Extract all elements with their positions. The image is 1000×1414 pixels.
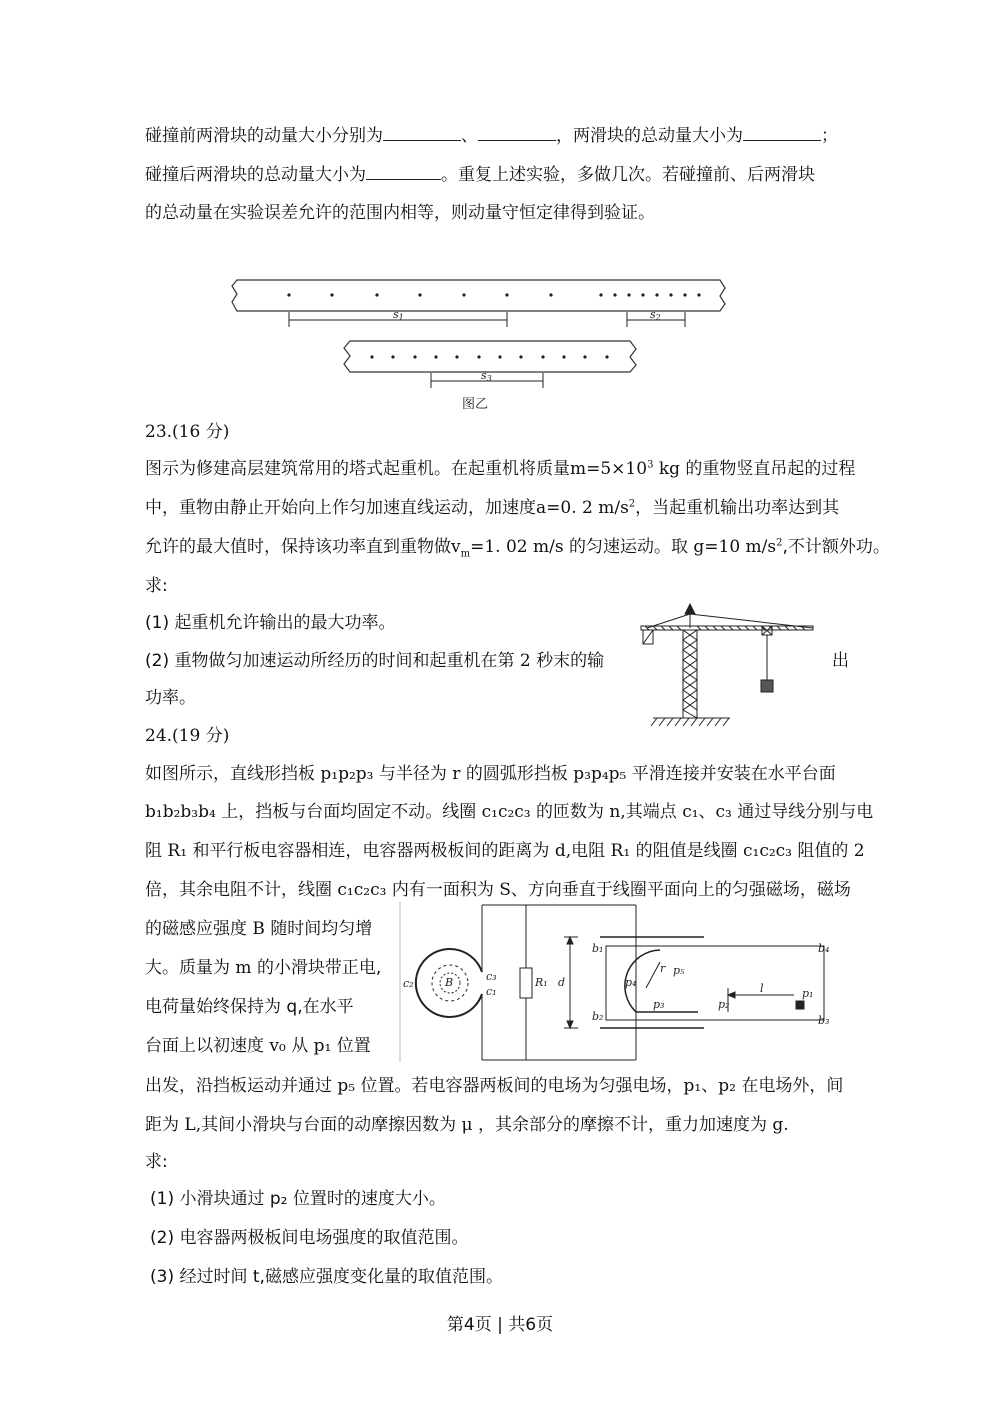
label-b4: b₄ <box>818 942 830 955</box>
math: kg <box>653 459 681 479</box>
math: m=5×10 <box>570 459 648 479</box>
label-p5: p₅ <box>673 964 685 977</box>
slider-block <box>796 1001 804 1009</box>
label-c3: c₃ <box>486 970 497 983</box>
intro-line-1 <box>145 124 838 147</box>
text: 大。质量为 <box>145 958 230 978</box>
text: 的小滑块带正电, <box>256 958 382 978</box>
math: 2 <box>776 537 783 549</box>
math: r <box>446 764 466 784</box>
math: 2 <box>628 498 636 510</box>
text: 台面上以初速度 <box>145 1036 264 1056</box>
label-l: l <box>760 982 764 995</box>
q23-line-3 <box>145 536 890 558</box>
q23-ask: 求: <box>145 576 168 596</box>
q24-line-3 <box>145 840 865 862</box>
math: n, <box>604 802 626 822</box>
text: 距为 <box>145 1115 179 1135</box>
text: (2) 重物做匀加速运动所经历的时间和起重机在第 <box>145 651 515 671</box>
label-d: d <box>558 976 566 989</box>
tape-figure <box>225 272 735 414</box>
text: ，当起重机输出功率达到其 <box>635 498 840 518</box>
text: 倍，其余电阻不计，线圈 <box>145 880 332 900</box>
math: g. <box>766 1115 789 1135</box>
q24-line-2 <box>145 801 873 823</box>
text: 碰撞后两滑块的总动量大小为 <box>145 165 366 185</box>
text: 阻 <box>145 841 162 861</box>
label-p1: p₁ <box>802 987 814 1000</box>
q24-line-8 <box>145 1035 371 1057</box>
text: 如图所示，直线形挡板 <box>145 764 315 784</box>
text: 通过导线分别与电 <box>737 802 874 822</box>
label-b3: b₃ <box>818 1014 830 1027</box>
math: v <box>451 537 461 557</box>
text: 中，重物由静止开始向上作匀加速直线运动，加速度 <box>145 498 536 518</box>
text: 其余部分的摩擦不计，重力加速度为 <box>494 1115 767 1135</box>
label-b2: b₂ <box>592 1010 604 1023</box>
q24-line-6 <box>145 957 381 979</box>
math: a=0. 2 m/s <box>536 498 629 518</box>
text: 随时间均匀增 <box>270 919 373 939</box>
text: 在电场外，间 <box>741 1076 844 1096</box>
label-c1: c₁ <box>486 985 497 998</box>
text: ，两滑块的总动量大小为 <box>556 126 743 146</box>
q23-line-2 <box>145 497 839 519</box>
text: 和平行板电容器相连，电容器两极板间的距离为 <box>192 841 550 861</box>
label-s3: s3 <box>481 369 492 383</box>
text: 平滑连接并安装在水平台面 <box>631 764 836 784</box>
math: p₁p₂p₃ <box>315 764 379 784</box>
tape-lower-outline <box>344 341 636 372</box>
q24-sub-3: (3) 经过时间 t,磁感应强度变化量的取值范围。 <box>150 1267 503 1287</box>
q24-ask: 求: <box>145 1152 168 1172</box>
math: c₁c₂c₃ <box>737 841 798 861</box>
label-s1: s1 <box>393 308 404 322</box>
q24-line-4 <box>145 879 851 901</box>
text: ,不计额外功。 <box>782 537 890 557</box>
text: 位置。若电容器两板间的电场为匀强电场， <box>360 1076 684 1096</box>
math: B <box>247 919 271 939</box>
text: 的匀速运动。取 <box>563 537 688 557</box>
crane-figure <box>635 600 820 730</box>
label-b1: b₁ <box>592 942 604 955</box>
math: =1. 02 m/s <box>470 537 564 557</box>
math: p₁ <box>308 1036 337 1056</box>
answer-blank <box>366 163 441 180</box>
text: 位置 <box>336 1036 371 1056</box>
q24-sub-2: (2) 电容器两极板间电场强度的取值范围。 <box>150 1228 469 1248</box>
label-c2: c₂ <box>403 977 414 990</box>
label-R1: R₁ <box>535 976 548 989</box>
label-s2: s2 <box>650 308 661 322</box>
text: 的磁感应强度 <box>145 919 247 939</box>
math: c₁、c₃ <box>676 802 738 822</box>
intro-line-3: 的总动量在实验误差允许的范围内相等，则动量守恒定律得到验证。 <box>145 203 655 223</box>
text: 其间小滑块与台面的动摩擦因数为 <box>201 1115 457 1135</box>
text: ； <box>821 126 838 146</box>
q23-sub-2 <box>145 650 604 672</box>
q24-line-9 <box>145 1075 843 1097</box>
q23-line-1 <box>145 458 855 480</box>
q24-line-10 <box>145 1114 789 1136</box>
text: 出发，沿挡板运动并通过 <box>145 1076 332 1096</box>
math: 2 <box>514 651 537 671</box>
math: S <box>493 880 511 900</box>
math: b₁b₂b₃b₄ <box>145 802 216 822</box>
answer-blank <box>478 124 556 141</box>
math: μ ， <box>456 1115 495 1135</box>
text: 的圆弧形挡板 <box>465 764 568 784</box>
math: v₀ <box>264 1036 292 1056</box>
resistor-R1 <box>520 968 532 998</box>
math: d, <box>549 841 572 861</box>
q24-line-5 <box>145 918 372 940</box>
text: 。重复上述实验，多做几次。若碰撞前、后两滑块 <box>441 165 815 185</box>
q24-line-1 <box>145 763 836 785</box>
text: 阻值的 <box>797 841 849 861</box>
math: 2 <box>848 841 865 861</box>
label-p3: p₃ <box>653 998 665 1011</box>
crane-top <box>685 604 695 614</box>
math: R₁ <box>605 841 636 861</box>
math: p₁、p₂ <box>683 1076 742 1096</box>
text: 碰撞前两滑块的动量大小分别为 <box>145 126 383 146</box>
q23-header: 23.(16 分) <box>145 422 230 442</box>
tape-upper-outline <box>232 280 725 311</box>
math: c₁c₂c₃ <box>332 880 392 900</box>
text: 的重物竖直吊起的过程 <box>680 459 856 479</box>
math: m <box>230 958 257 978</box>
math: m <box>460 548 471 560</box>
math: 3 <box>647 459 654 471</box>
label-r: r <box>660 962 666 975</box>
text: 内有一面积为 <box>391 880 494 900</box>
label-p2: p₂ <box>718 998 730 1011</box>
answer-blank <box>743 124 821 141</box>
text: 其端点 <box>625 802 677 822</box>
q24-header: 24.(19 分) <box>145 726 230 746</box>
text: 秒末的输 <box>536 651 605 671</box>
text: 从 <box>291 1036 309 1056</box>
answer-blank <box>383 124 461 141</box>
math: p₅ <box>332 1076 361 1096</box>
math: c₁c₂c₃ <box>476 802 537 822</box>
label-p4: p₄ <box>625 976 637 989</box>
circuit-figure <box>398 900 838 1065</box>
q23-sub-2-cont: 功率。 <box>145 688 196 708</box>
text: 电阻 <box>571 841 606 861</box>
text: 图示为修建高层建筑常用的塔式起重机。在起重机将质量 <box>145 459 570 479</box>
q23-sub-1: (1) 起重机允许输出的最大功率。 <box>145 613 396 633</box>
text: 的匝数为 <box>536 802 605 822</box>
load-weight <box>761 680 773 692</box>
figure-caption: 图乙 <box>461 397 489 412</box>
label-B: B <box>445 976 454 989</box>
math: L, <box>179 1115 202 1135</box>
intro-line-2 <box>145 163 815 186</box>
math: R₁ <box>162 841 193 861</box>
text: 、 <box>461 126 478 146</box>
text: 与半径为 <box>378 764 447 784</box>
q23-sub-2-end: 出 <box>832 651 849 671</box>
text: 允许的最大值时，保持该功率直到重物做 <box>145 537 451 557</box>
q24-line-7: 电荷量始终保持为 q,在水平 <box>145 997 354 1017</box>
text: 、方向垂直于线圈平面向上的匀强磁场，磁场 <box>510 880 851 900</box>
q24-sub-1: (1) 小滑块通过 p₂ 位置时的速度大小。 <box>150 1189 446 1209</box>
text: 上，挡板与台面均固定不动。线圈 <box>215 802 477 822</box>
math: g=10 m/s <box>687 537 777 557</box>
text: 的阻值是线圈 <box>635 841 738 861</box>
page-footer: 第4页 | 共6页 <box>446 1315 554 1335</box>
math: p₃p₄p₅ <box>567 764 632 784</box>
